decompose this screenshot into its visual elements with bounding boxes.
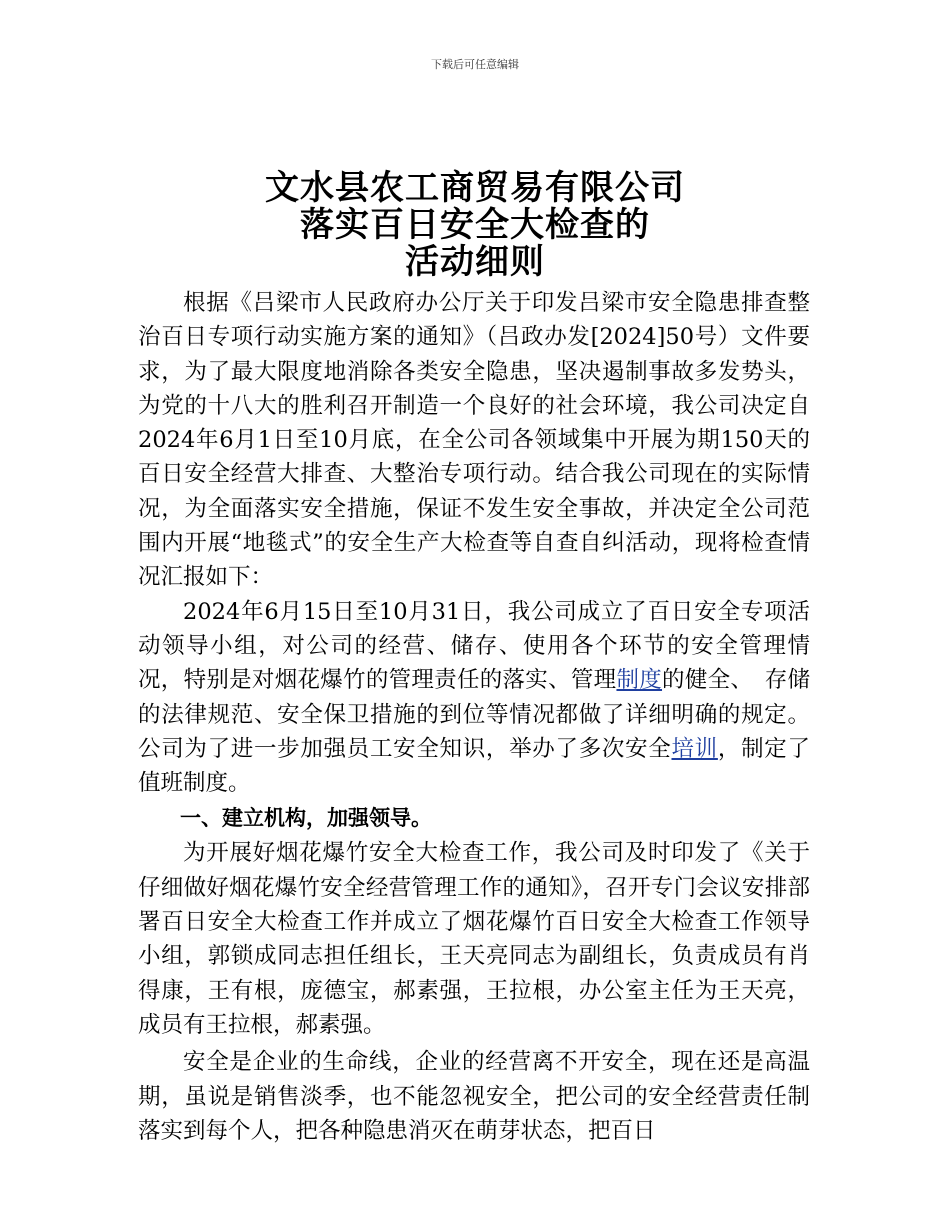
title-line-2: 落实百日安全大检查的 xyxy=(300,205,650,245)
paragraph-organization: 为开展好烟花爆竹安全大检查工作，我公司及时印发了《关于仔细做好烟花爆竹安全经营管理工作的通知》，召开专门会议安排部署百日安全大检查工作并成立了烟花爆竹百日安全大检查工作领导小组，郭锁成同志担任组长，王天亮同志为副组长，负责成员有肖得康，王有根，庞德宝，郝素强，王拉根，办公室主任为王天亮，成员有王拉根，郝素强。 xyxy=(138,840,810,1038)
paragraph-basis: 根据《吕梁市人民政府办公厅关于印发吕梁市安全隐患排查整治百日专项行动实施方案的通知》（吕政办发[2024]50号）文件要求，为了最大限度地消除各类安全隐患，坚决遏制事故多发势头，为党的十八大的胜利召开制造一个良好的社会环境，我公司决定自2024年6月1日至10月底，在全公司各领域集中开展为期150天的百日安全经营大排查、大整治专项行动。结合我公司现在的实际情况，为全面落实安全措施，保证不发生安全事故，并决定全公司范围内开展“地毯式”的安全生产大检查等自查自纠活动，现将检查情况汇报如下： xyxy=(138,290,810,591)
paragraph-safety: 安全是企业的生命线，企业的经营离不开安全，现在还是高温期，虽说是销售淡季，也不能忽视安全，把公司的安全经营责任制落实到每个人，把各种隐患消灭在萌芽状态，把百日 xyxy=(138,1049,810,1144)
paragraph-leadership-group xyxy=(138,595,810,801)
link-system[interactable]: 制度 xyxy=(616,667,663,694)
section-heading-1: 一、建立机构，加强领导。 xyxy=(180,806,432,831)
paragraph-text: 的健全、 存储的法律规范、安全保卫措施的到位等情况都做了详细明确的规定。公司为了进一步加强员工安全知识，举办了多次安全 xyxy=(138,667,810,762)
document-title xyxy=(0,170,950,281)
header-note: 下载后可任意编辑 xyxy=(431,58,519,71)
title-line-3: 活动细则 xyxy=(405,242,545,282)
link-training[interactable]: 培训 xyxy=(671,735,718,762)
document-body xyxy=(138,286,810,1148)
paragraph-text: 2024年6月15日至10月31日，我公司成立了百日安全专项活动领导小组，对公司的经营、储存、使用各个环节的安全管理情况，特别是对烟花爆竹的管理责任的落实、管理 xyxy=(138,598,810,694)
title-line-1: 文水县农工商贸易有限公司 xyxy=(265,168,685,208)
paragraph-text: ，制定了值班制度。 xyxy=(138,735,810,797)
